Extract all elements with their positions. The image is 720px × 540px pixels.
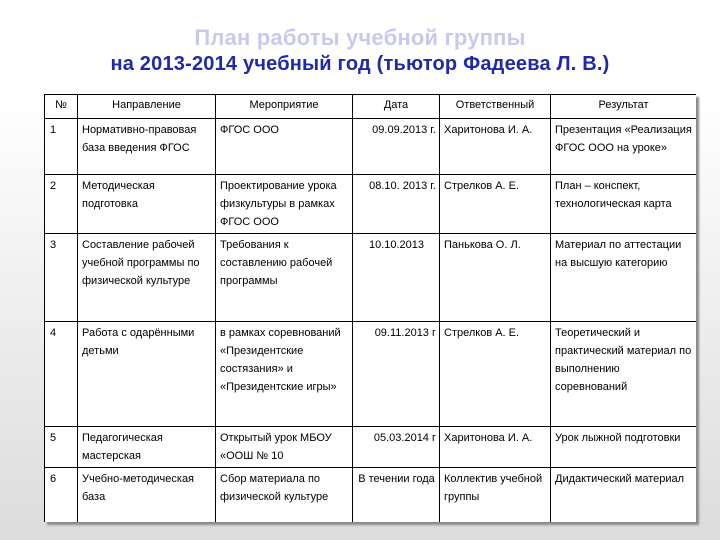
table-row — [45, 175, 697, 234]
cell-direction: Составление рабочей учебной программы по физической культуре — [78, 234, 216, 322]
cell-responsible: Харитонова И. А. — [440, 119, 551, 175]
plan-table-container — [44, 94, 696, 522]
cell-num: 2 — [45, 175, 78, 234]
cell-responsible: Коллектив учебной группы — [440, 468, 551, 523]
header-event: Мероприятие — [216, 95, 353, 119]
cell-responsible: Стрелков А. Е. — [440, 175, 551, 234]
cell-date: 10.10.2013 — [353, 234, 440, 322]
cell-num: 4 — [45, 322, 78, 427]
cell-num: 1 — [45, 119, 78, 175]
table-header-row — [45, 95, 697, 119]
table-row — [45, 468, 697, 523]
cell-result: Презентация «Реализация ФГОС ООО на уроке» — [551, 119, 697, 175]
cell-responsible: Харитонова И. А. — [440, 427, 551, 468]
cell-responsible: Стрелков А. Е. — [440, 322, 551, 427]
title-line-1: План работы учебной группы — [194, 25, 526, 50]
cell-direction: Нормативно-правовая база введения ФГОС — [78, 119, 216, 175]
cell-result: Теоретический и практический материал по выполнению соревнований — [551, 322, 697, 427]
header-date: Дата — [353, 95, 440, 119]
cell-event: Открытый урок МБОУ «ООШ № 10 — [216, 427, 353, 468]
cell-event: Проектирование урока физкультуры в рамках ФГОС ООО — [216, 175, 353, 234]
cell-result: Урок лыжной подготовки — [551, 427, 697, 468]
cell-direction: Методическая подготовка — [78, 175, 216, 234]
cell-event: ФГОС ООО — [216, 119, 353, 175]
table-row — [45, 119, 697, 175]
cell-direction: Педагогическая мастерская — [78, 427, 216, 468]
title-line-2: на 2013-2014 учебный год (тьютор Фадеева Л. В.) — [110, 53, 610, 75]
cell-result: План – конспект, технологическая карта — [551, 175, 697, 234]
header-result: Результат — [551, 95, 697, 119]
cell-date: 08.10. 2013 г. — [353, 175, 440, 234]
cell-num: 5 — [45, 427, 78, 468]
cell-direction: Учебно-методическая база — [78, 468, 216, 523]
header-responsible: Ответственный — [440, 95, 551, 119]
table-row — [45, 322, 697, 427]
cell-event: Требования к составлению рабочей программы — [216, 234, 353, 322]
cell-result: Материал по аттестации на высшую категорию — [551, 234, 697, 322]
cell-num: 6 — [45, 468, 78, 523]
cell-result: Дидактический материал — [551, 468, 697, 523]
cell-num: 3 — [45, 234, 78, 322]
cell-direction: Работа с одарёнными детьми — [78, 322, 216, 427]
table-row — [45, 427, 697, 468]
cell-responsible: Панькова О. Л. — [440, 234, 551, 322]
page-title — [0, 24, 720, 78]
header-num: № — [45, 95, 78, 119]
table-row — [45, 234, 697, 322]
cell-date: 09.09.2013 г. — [353, 119, 440, 175]
header-direction: Направление — [78, 95, 216, 119]
plan-table — [44, 94, 696, 522]
cell-date: В течении года — [353, 468, 440, 523]
cell-date: 09.11.2013 г — [353, 322, 440, 427]
cell-event: Сбор материала по физической культуре — [216, 468, 353, 523]
cell-event: в рамках соревнований «Президентские состязания» и «Президентские игры» — [216, 322, 353, 427]
cell-date: 05.03.2014 г — [353, 427, 440, 468]
